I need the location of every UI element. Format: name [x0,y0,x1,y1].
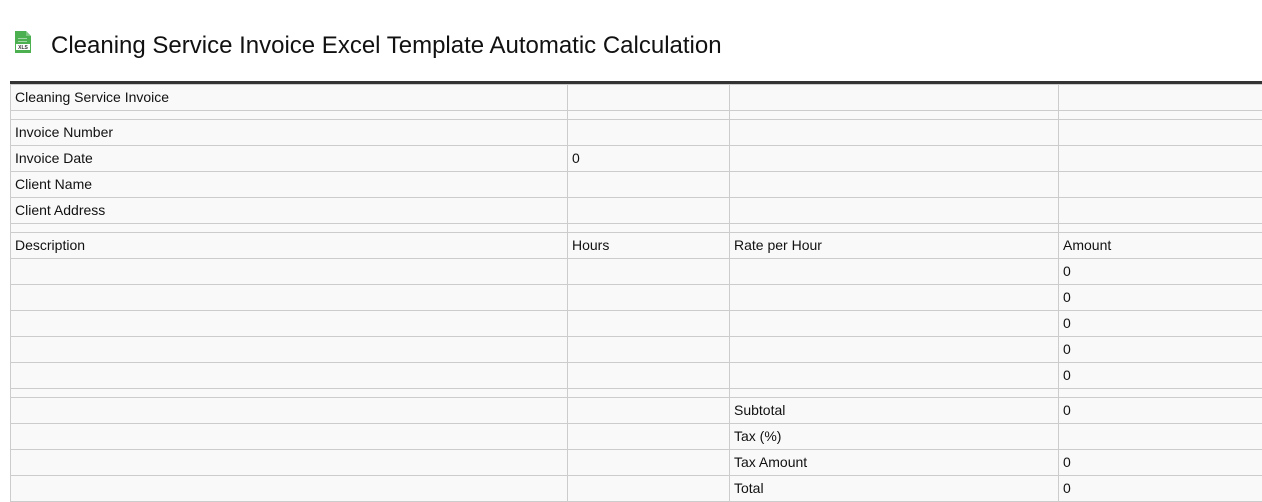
description-cell[interactable] [11,259,568,285]
rate-cell[interactable] [730,259,1059,285]
cell[interactable] [1059,198,1262,224]
hours-cell[interactable] [568,285,730,311]
cell[interactable] [11,424,568,450]
label-cell[interactable]: Client Name [11,172,568,198]
cell[interactable] [568,424,730,450]
table-row [11,172,1262,198]
column-header-amount[interactable]: Amount [1059,233,1262,259]
cell[interactable] [1059,172,1262,198]
cell[interactable] [568,389,730,398]
rate-cell[interactable] [730,337,1059,363]
description-cell[interactable] [11,337,568,363]
cell[interactable] [568,398,730,424]
label-cell[interactable]: Invoice Number [11,120,568,146]
rate-cell[interactable] [730,311,1059,337]
amount-cell[interactable]: 0 [1059,259,1262,285]
tax-percent-value-cell[interactable] [1059,424,1262,450]
subtotal-row [11,398,1262,424]
cell[interactable] [11,450,568,476]
spacer-row [11,224,1262,233]
column-header-row [11,233,1262,259]
cell[interactable] [730,172,1059,198]
tax-percent-row [11,424,1262,450]
cell[interactable] [568,450,730,476]
cell[interactable] [11,224,568,233]
rate-cell[interactable] [730,363,1059,389]
invoice-spreadsheet [10,81,1262,502]
cell[interactable] [730,85,1059,111]
value-cell[interactable] [568,198,730,224]
cell[interactable] [730,198,1059,224]
hours-cell[interactable] [568,311,730,337]
table-row [11,120,1262,146]
description-cell[interactable] [11,363,568,389]
cell[interactable] [730,389,1059,398]
value-cell[interactable] [568,172,730,198]
page-title: Cleaning Service Invoice Excel Template Automatic Calculation [51,31,722,61]
spacer-row [11,111,1262,120]
item-row [11,337,1262,363]
hours-cell[interactable] [568,259,730,285]
cell[interactable]: Cleaning Service Invoice [11,85,568,111]
hours-cell[interactable] [568,337,730,363]
column-header-rate[interactable]: Rate per Hour [730,233,1059,259]
cell[interactable] [730,120,1059,146]
rate-cell[interactable] [730,285,1059,311]
cell[interactable] [11,111,568,120]
cell[interactable] [11,389,568,398]
totals-label-cell[interactable]: Tax (%) [730,424,1059,450]
subtotal-value-cell[interactable]: 0 [1059,398,1262,424]
amount-cell[interactable]: 0 [1059,337,1262,363]
description-cell[interactable] [11,311,568,337]
page-header [0,0,1262,80]
cell[interactable] [730,224,1059,233]
totals-label-cell[interactable]: Tax Amount [730,450,1059,476]
cell[interactable] [568,111,730,120]
label-cell[interactable]: Invoice Date [11,146,568,172]
column-header-description[interactable]: Description [11,233,568,259]
cell[interactable] [1059,389,1262,398]
spacer-row [11,389,1262,398]
column-header-hours[interactable]: Hours [568,233,730,259]
item-row [11,285,1262,311]
cell[interactable] [568,224,730,233]
item-row [11,311,1262,337]
tax-amount-row [11,450,1262,476]
cell[interactable] [730,111,1059,120]
title-row [11,85,1262,111]
cell[interactable] [568,476,730,502]
cell[interactable] [1059,146,1262,172]
cell[interactable] [1059,120,1262,146]
table-row [11,146,1262,172]
value-cell[interactable] [568,120,730,146]
cell[interactable] [1059,85,1262,111]
cell[interactable] [11,476,568,502]
amount-cell[interactable]: 0 [1059,363,1262,389]
invoice-table [10,84,1262,502]
item-row [11,259,1262,285]
total-row [11,476,1262,502]
item-row [11,363,1262,389]
tax-amount-value-cell[interactable]: 0 [1059,450,1262,476]
xls-file-icon [13,31,33,53]
value-cell[interactable]: 0 [568,146,730,172]
cell[interactable] [1059,111,1262,120]
cell[interactable] [730,146,1059,172]
table-row [11,198,1262,224]
cell[interactable] [1059,224,1262,233]
amount-cell[interactable]: 0 [1059,285,1262,311]
svg-text:XLS: XLS [18,45,28,51]
description-cell[interactable] [11,285,568,311]
totals-label-cell[interactable]: Subtotal [730,398,1059,424]
cell[interactable] [568,85,730,111]
hours-cell[interactable] [568,363,730,389]
label-cell[interactable]: Client Address [11,198,568,224]
amount-cell[interactable]: 0 [1059,311,1262,337]
total-value-cell[interactable]: 0 [1059,476,1262,502]
cell[interactable] [11,398,568,424]
totals-label-cell[interactable]: Total [730,476,1059,502]
